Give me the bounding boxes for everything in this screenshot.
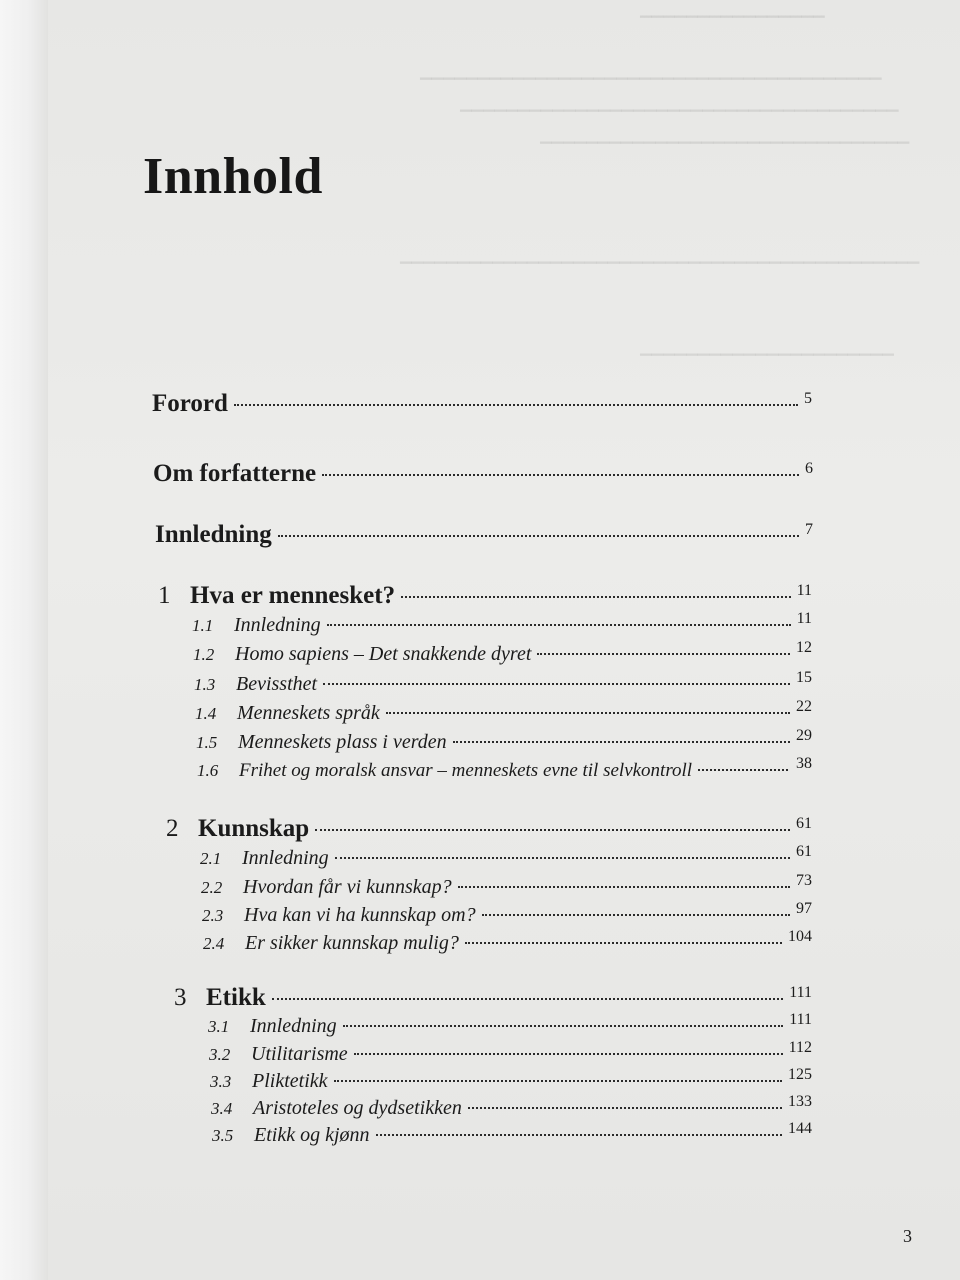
section-title: Aristoteles og dydsetikken: [253, 1097, 462, 1119]
page-title: Innhold: [143, 147, 323, 205]
dot-leader: [327, 624, 791, 626]
toc-chapter-3: [174, 984, 812, 1012]
toc-page-number: 111: [789, 984, 812, 1001]
toc-section-1-6: [197, 755, 812, 782]
toc-section-3-2: [209, 1039, 812, 1066]
toc-page-number: 97: [796, 900, 812, 917]
toc-section-3-3: [210, 1066, 812, 1093]
section-title: Menneskets språk: [237, 702, 380, 724]
section-number: 3.3: [210, 1072, 232, 1091]
toc-page-number: 6: [805, 460, 813, 477]
dot-leader: [468, 1107, 782, 1109]
section-title: Utilitarisme: [251, 1043, 348, 1065]
toc-entry-label: Forord: [152, 390, 228, 417]
toc-page-number: 111: [789, 1011, 812, 1028]
section-title: Homo sapiens – Det snakkende dyret: [235, 643, 532, 665]
toc-section-3-1: [208, 1011, 812, 1038]
section-title: Innledning: [242, 847, 329, 869]
toc-page-number: 7: [805, 521, 813, 538]
chapter-number: 3: [174, 984, 187, 1011]
dot-leader: [315, 829, 790, 831]
dot-leader: [278, 535, 799, 537]
section-number: 1.1: [192, 616, 214, 635]
section-title: Bevissthet: [236, 673, 318, 695]
chapter-title: Etikk: [206, 984, 266, 1011]
section-title: Frihet og moralsk ansvar – menneskets evne til selvkontroll: [239, 760, 693, 781]
toc-page-number: 5: [804, 390, 812, 407]
toc-page-number: 112: [788, 1039, 812, 1056]
section-number: 1.6: [197, 761, 219, 780]
toc-section-1-2: [193, 639, 812, 666]
show-through-bleed: ▁▁▁▁▁▁▁▁▁▁▁▁▁▁▁▁▁▁▁▁▁▁▁▁▁▁▁▁▁▁▁▁▁▁▁▁▁▁▁▁: [420, 64, 882, 80]
dot-leader: [272, 998, 783, 1000]
toc-entry-label: Innledning: [155, 521, 272, 548]
dot-leader: [537, 653, 790, 655]
dot-leader: [354, 1053, 783, 1055]
dot-leader: [401, 596, 791, 598]
show-through-bleed: ▁▁▁▁▁▁▁▁▁▁▁▁▁▁▁▁▁▁▁▁▁▁▁▁▁▁▁▁▁▁▁▁▁▁▁▁▁▁▁▁▁▁▁▁▁: [400, 248, 920, 264]
dot-leader: [482, 914, 790, 916]
toc-section-1-1: [192, 610, 812, 637]
toc-section-1-5: [196, 727, 812, 754]
toc-page-number: 144: [788, 1120, 812, 1137]
chapter-title: Kunnskap: [198, 815, 310, 842]
section-title: Pliktetikk: [252, 1070, 328, 1092]
show-through-bleed: ▁▁▁▁▁▁▁▁▁▁▁▁▁▁▁▁▁▁▁▁▁▁▁▁▁▁▁▁▁▁▁▁▁▁▁▁▁▁: [460, 96, 899, 112]
section-number: 3.4: [211, 1099, 233, 1118]
section-title: Hvordan får vi kunnskap?: [243, 876, 452, 898]
dot-leader: [376, 1134, 782, 1136]
chapter-number: 2: [166, 815, 179, 842]
section-number: 3.2: [209, 1045, 231, 1064]
dot-leader: [343, 1025, 784, 1027]
show-through-bleed: ▁▁▁▁▁▁▁▁▁▁▁▁▁▁▁▁▁▁▁▁▁▁▁▁▁▁▁▁▁▁▁▁: [540, 128, 910, 144]
dot-leader: [323, 683, 790, 685]
toc-section-3-5: [212, 1120, 812, 1147]
toc-page-number: 22: [796, 698, 812, 715]
show-through-bleed: ▁▁▁▁▁▁▁▁▁▁▁▁▁▁▁▁▁▁▁▁▁▁: [640, 340, 894, 356]
dot-leader: [458, 886, 790, 888]
dot-leader: [386, 712, 790, 714]
dot-leader: [465, 942, 782, 944]
section-number: 2.3: [202, 906, 224, 925]
toc-section-3-4: [211, 1093, 812, 1120]
toc-page-number: 73: [796, 872, 812, 889]
toc-section-1-4: [195, 698, 812, 725]
toc-chapter-1: [158, 582, 812, 610]
section-number: 3.1: [208, 1017, 230, 1036]
toc-page-number: 29: [796, 727, 812, 744]
section-number: 1.3: [194, 675, 216, 694]
section-title: Menneskets plass i verden: [238, 731, 447, 753]
toc-page-number: 61: [796, 815, 812, 832]
section-number: 2.4: [203, 934, 225, 953]
section-number: 2.1: [200, 849, 222, 868]
chapter-title: Hva er mennesket?: [190, 582, 396, 609]
section-title: Innledning: [250, 1015, 337, 1037]
toc-page-number: 11: [796, 610, 812, 627]
toc-section-2-2: [201, 872, 812, 899]
toc-entry-label: Om forfatterne: [153, 460, 317, 487]
dot-leader: [322, 474, 799, 476]
section-title: Innledning: [234, 614, 321, 636]
toc-page-number: 61: [796, 843, 812, 860]
dot-leader: [698, 769, 788, 771]
toc-page-number: 15: [796, 669, 812, 686]
section-number: 2.2: [201, 878, 223, 897]
toc-page-number: 104: [788, 928, 812, 945]
dot-leader: [234, 404, 798, 406]
toc-page-number: 11: [796, 582, 812, 599]
toc-section-2-3: [202, 900, 812, 927]
dot-leader: [334, 1080, 782, 1082]
toc-page-number: 125: [788, 1066, 812, 1083]
section-number: 1.2: [193, 645, 215, 664]
toc-entry-forord: [152, 390, 812, 418]
toc-entry-innledning: [155, 521, 813, 549]
toc-entry-om-forfatterne: [153, 460, 813, 488]
dot-leader: [335, 857, 790, 859]
section-number: 1.5: [196, 733, 218, 752]
section-title: Etikk og kjønn: [254, 1124, 370, 1146]
chapter-number: 1: [158, 582, 171, 609]
toc-page-number: 38: [796, 755, 812, 772]
toc-section-2-4: [203, 928, 812, 955]
section-title: Er sikker kunnskap mulig?: [245, 932, 459, 954]
show-through-bleed: ▁▁▁▁▁▁▁▁▁▁▁▁▁▁▁▁: [640, 2, 825, 18]
section-number: 3.5: [212, 1126, 234, 1145]
section-number: 1.4: [195, 704, 217, 723]
toc-page-number: 12: [796, 639, 812, 656]
toc-page-number: 133: [788, 1093, 812, 1110]
toc-chapter-2: [166, 815, 812, 843]
dot-leader: [453, 741, 790, 743]
section-title: Hva kan vi ha kunnskap om?: [244, 904, 476, 926]
page-gutter: [0, 0, 48, 1280]
folio-page-number: 3: [903, 1226, 912, 1246]
toc-section-1-3: [194, 669, 812, 696]
toc-section-2-1: [200, 843, 812, 870]
